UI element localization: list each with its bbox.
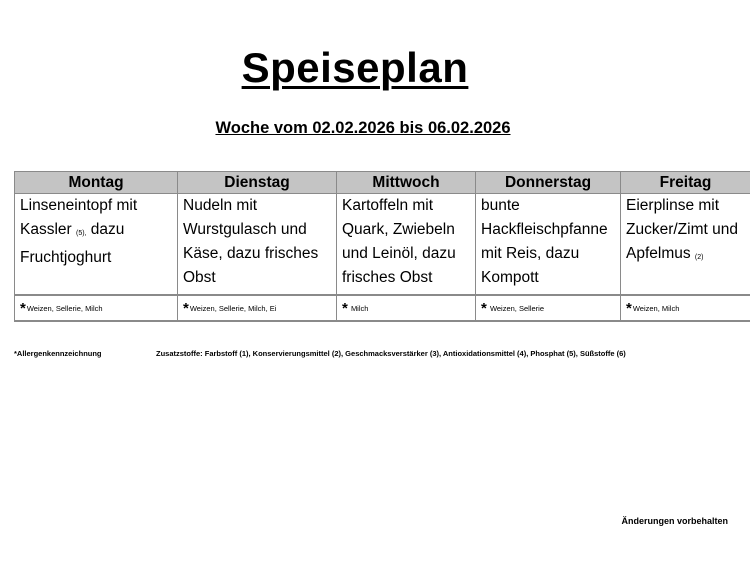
disclaimer: Änderungen vorbehalten: [621, 516, 728, 526]
additive-code: (5),: [76, 230, 87, 237]
allergens-friday: *Weizen, Milch: [621, 295, 750, 321]
meal-thursday: bunte Hackfleischpfanne mit Reis, dazu Kompott: [476, 194, 621, 296]
allergens-thursday: * Weizen, Sellerie: [476, 295, 621, 321]
meal-monday: Linseneintopf mit Kassler (5), dazu Fruchtjoghurt: [15, 194, 178, 296]
asterisk-icon: *: [342, 300, 348, 317]
allergens-tuesday: *Weizen, Sellerie, Milch, Ei: [178, 295, 337, 321]
day-header-tuesday: Dienstag: [178, 172, 337, 194]
allergen-legend: *Allergenkennzeichnung: [14, 349, 102, 358]
day-header-thursday: Donnerstag: [476, 172, 621, 194]
meal-row: [15, 194, 750, 296]
meal-wednesday: Kartoffeln mit Quark, Zwiebeln und Leinöl, dazu frisches Obst: [337, 194, 476, 296]
day-header-monday: Montag: [15, 172, 178, 194]
allergens-wednesday: * Milch: [337, 295, 476, 321]
allergens-monday: *Weizen, Sellerie, Milch: [15, 295, 178, 321]
menu-table: [14, 171, 750, 322]
day-header-friday: Freitag: [621, 172, 750, 194]
day-header-row: [15, 172, 750, 194]
allergen-row: [15, 295, 750, 321]
asterisk-icon: *: [20, 300, 26, 317]
week-range: Woche vom 02.02.2026 bis 06.02.2026: [215, 119, 511, 137]
day-header-wednesday: Mittwoch: [337, 172, 476, 194]
meal-friday: Eierplinse mit Zucker/Zimt und Apfelmus (2): [621, 194, 750, 296]
meal-tuesday: Nudeln mit Wurstgulasch und Käse, dazu frisches Obst: [178, 194, 337, 296]
asterisk-icon: *: [626, 300, 632, 317]
additives-legend: Zusatzstoffe: Farbstoff (1), Konservierungsmittel (2), Geschmacksverstärker (3), Antioxidationsmittel (4), Phosphat (5), Süßstoffe (6): [156, 349, 626, 358]
asterisk-icon: *: [481, 300, 487, 317]
asterisk-icon: *: [183, 300, 189, 317]
page-title: Speiseplan: [241, 44, 469, 91]
additive-code: (2): [694, 254, 704, 261]
